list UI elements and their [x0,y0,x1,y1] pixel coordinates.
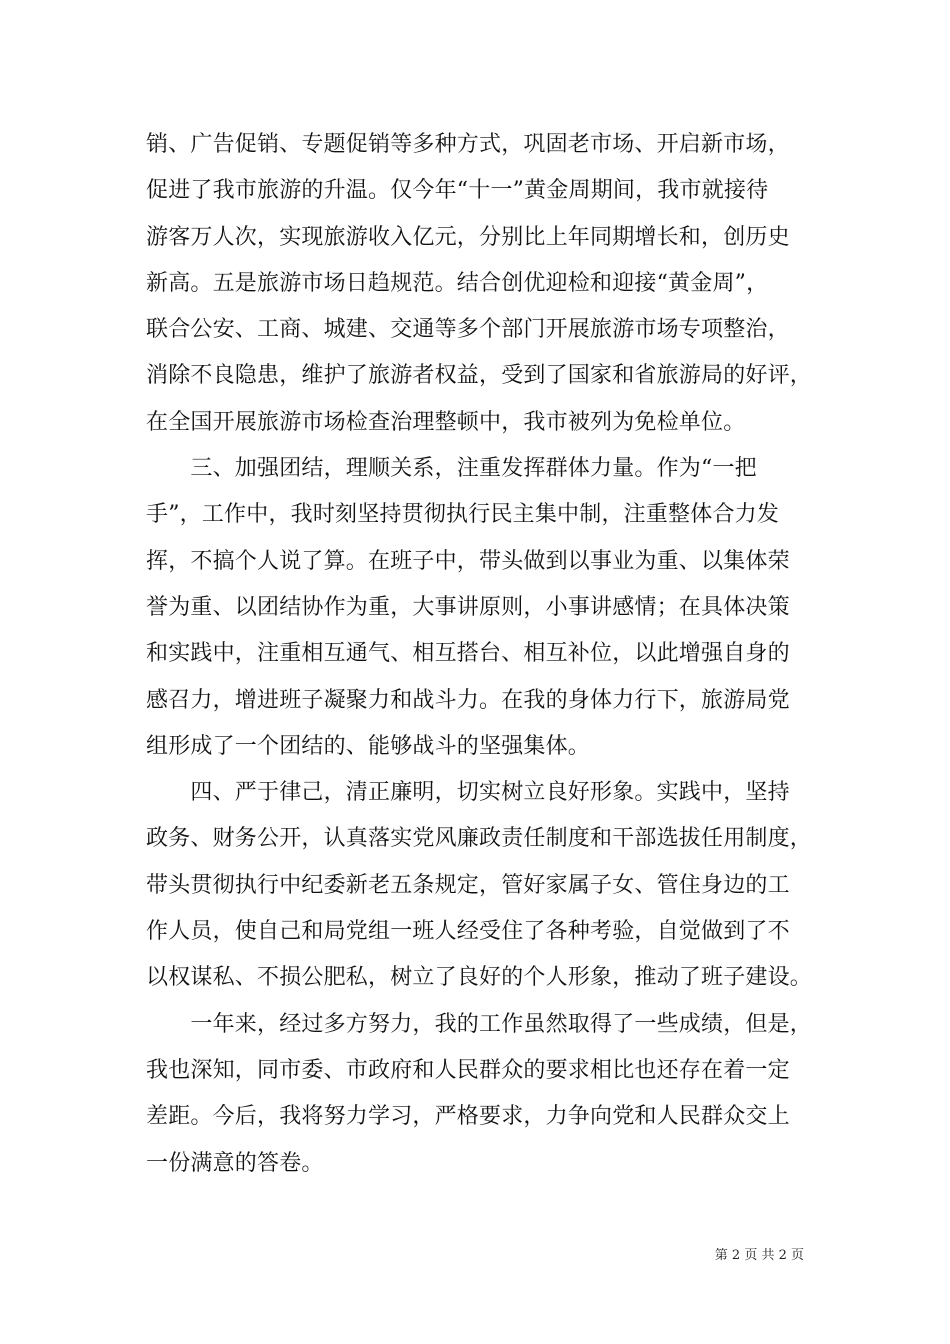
text-line: 三、加强团结，理顺关系，注重发挥群体力量。作为“一把 [146,456,757,482]
text-line: 和实践中，注重相互通气、相互搭台、相互补位，以此增强自身的 [146,641,790,667]
text-line: 游客万人次，实现旅游收入亿元，分别比上年同期增长和，创历史 [146,224,790,250]
text-line: 差距。今后，我将努力学习，严格要求，力争向党和人民群众交上 [146,1104,790,1130]
text-line: 四、严于律己，清正廉明，切实树立良好形象。实践中，坚持 [146,780,790,806]
text-line: 我也深知，同市委、市政府和人民群众的要求相比也还存在着一定 [146,1057,790,1083]
text-line: 一份满意的答卷。 [146,1150,324,1176]
text-line: 带头贯彻执行中纪委新老五条规定，管好家属子女、管住身边的工 [146,872,790,898]
text-line: 挥，不搞个人说了算。在班子中，带头做到以事业为重、以集体荣 [146,548,790,574]
text-line: 誉为重、以团结协作为重，大事讲原则，小事讲感情；在具体决策 [146,594,790,620]
text-line: 一年来，经过多方努力，我的工作虽然取得了一些成绩，但是， [146,1011,813,1037]
text-line: 感召力，增进班子凝聚力和战斗力。在我的身体力行下，旅游局党 [146,687,790,713]
text-line: 作人员，使自己和局党组一班人经受住了各种考验，自觉做到了不 [146,919,790,945]
text-line: 手”，工作中，我时刻坚持贯彻执行民主集中制，注重整体合力发 [146,502,780,528]
text-line: 政务、财务公开，认真落实党风廉政责任制度和干部选拔任用制度， [146,826,813,852]
text-line: 联合公安、工商、城建、交通等多个部门开展旅游市场专项整治， [146,317,790,343]
text-line: 促进了我市旅游的升温。仅今年“十一”黄金周期间，我市就接待 [146,178,769,204]
text-line: 在全国开展旅游市场检查治理整顿中，我市被列为免检单位。 [146,409,746,435]
text-line: 消除不良隐患，维护了旅游者权益，受到了国家和省旅游局的好评， [146,363,813,389]
text-line: 新高。五是旅游市场日趋规范。结合创优迎检和迎接“黄金周”， [146,270,769,296]
text-line: 以权谋私、不损公肥私，树立了良好的个人形象，推动了班子建设。 [146,965,813,991]
document-body [146,122,813,1187]
page-number-footer: 第 2 页 共 2 页 [714,1248,804,1263]
text-line: 销、广告促销、专题促销等多种方式，巩固老市场、开启新市场， [146,132,790,157]
text-line: 组形成了一个团结的、能够战斗的坚强集体。 [146,733,591,759]
